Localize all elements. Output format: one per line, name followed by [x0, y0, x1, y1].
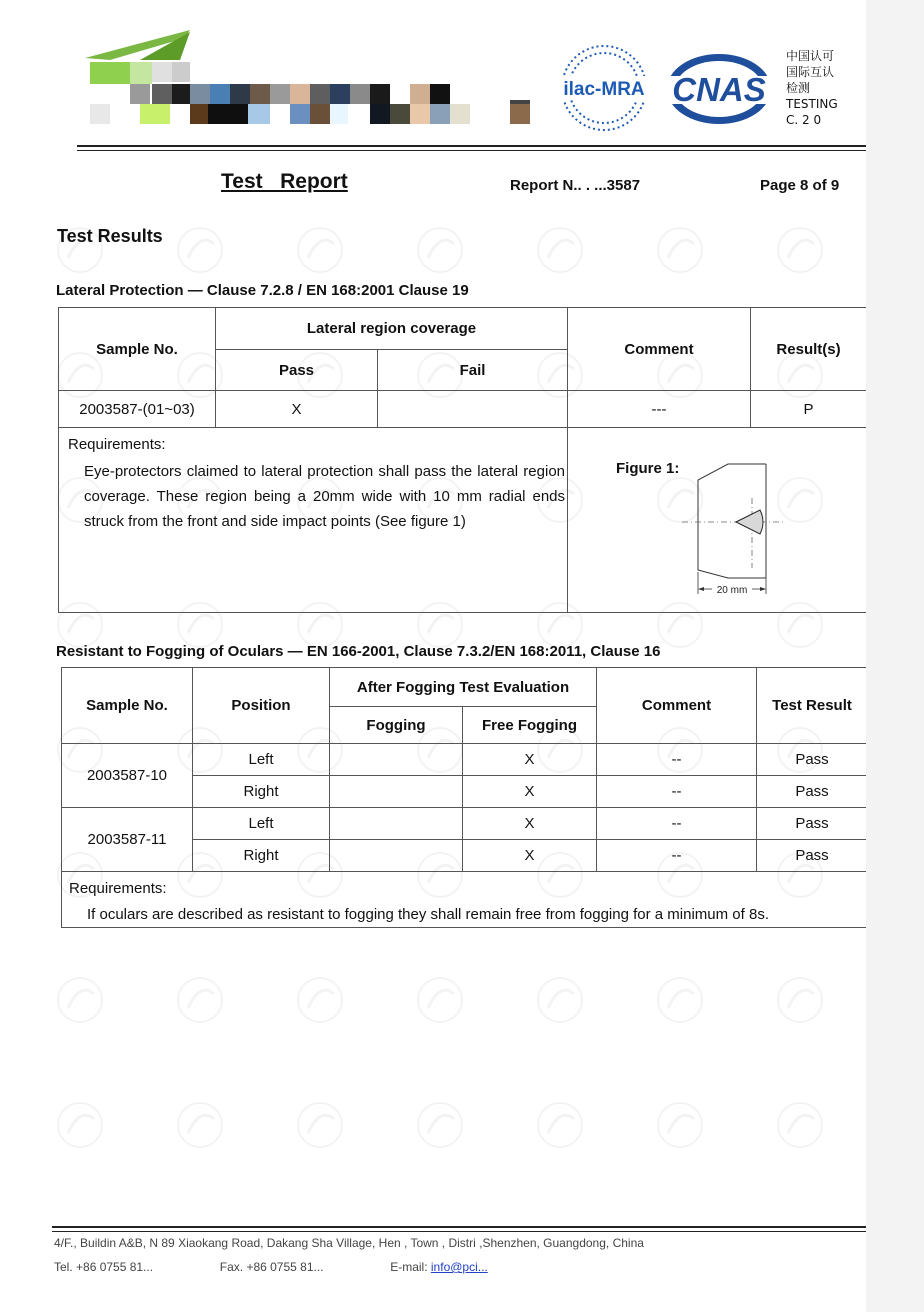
watermark-mark [778, 1103, 822, 1147]
cell-sample: 2003587-10 [62, 744, 193, 808]
requirements-label: Requirements: [68, 436, 166, 453]
cell-free-fogging: X [463, 840, 597, 872]
watermark-mark [658, 228, 702, 272]
footer-tel: Tel. +86 0755 81... [54, 1260, 154, 1274]
cell-comment: -- [597, 808, 757, 840]
header-sample-no: Sample No. [59, 308, 216, 391]
watermark-mark [418, 978, 462, 1022]
accreditation-text [786, 48, 866, 128]
footer-email-link[interactable]: info@pci... [430, 1260, 488, 1274]
cell-result: P [751, 391, 867, 428]
cell-result: Pass [757, 776, 868, 808]
cnas-logo [664, 52, 774, 126]
cell-comment: -- [597, 744, 757, 776]
cell-free-fogging: X [463, 808, 597, 840]
fogging-table [61, 667, 868, 928]
cell-comment: -- [597, 776, 757, 808]
watermark-mark [58, 1103, 102, 1147]
cell-fogging [330, 808, 463, 840]
ilac-text: ilac-MRA [563, 79, 645, 100]
footer-contact [54, 1260, 814, 1274]
watermark-mark [658, 978, 702, 1022]
header-position: Position [193, 668, 330, 744]
cell-fogging [330, 840, 463, 872]
header-comment: Comment [568, 308, 751, 391]
figure-cell [568, 428, 867, 613]
footer-rule [52, 1226, 876, 1232]
header-fail: Fail [378, 350, 568, 391]
footer-address: 4/F., Buildin A&B, N 89 Xiaokang Road, Dakang Sha Village, Hen , Town , Distri ,Shenzhen, Guangdong, China [54, 1236, 644, 1250]
watermark-mark [178, 1103, 222, 1147]
watermark-mark [298, 1103, 342, 1147]
cell-comment: --- [568, 391, 751, 428]
footer-email-label: E-mail: [390, 1260, 428, 1274]
watermark-mark [778, 228, 822, 272]
header-comment: Comment [597, 668, 757, 744]
footer-fax: Fax. +86 0755 81... [219, 1260, 324, 1274]
cell-fail [378, 391, 568, 428]
mra-line: 检测 [786, 81, 811, 95]
watermark-mark [538, 228, 582, 272]
cell-result: Pass [757, 808, 868, 840]
cell-result: Pass [757, 840, 868, 872]
header-result: Result(s) [751, 308, 867, 391]
cell-position: Left [193, 808, 330, 840]
watermark-mark [178, 978, 222, 1022]
requirements-cell [59, 428, 568, 613]
table-row [59, 391, 867, 428]
report-title: Test Report [221, 170, 348, 193]
mra-line: 中国认可 [786, 49, 835, 63]
cell-fogging [330, 776, 463, 808]
cell-result: Pass [757, 744, 868, 776]
header-free-fogging: Free Fogging [463, 707, 597, 744]
watermark-mark [298, 978, 342, 1022]
page-number: Page 8 of 9 [760, 177, 840, 194]
lateral-coverage-diagram [678, 458, 788, 598]
requirements-label: Requirements: [69, 880, 167, 897]
watermark-mark [778, 978, 822, 1022]
lateral-title: Lateral Protection — Clause 7.2.8 / EN 168:2001 Clause 19 [56, 282, 469, 299]
cell-position: Left [193, 744, 330, 776]
cell-fogging [330, 744, 463, 776]
cell-position: Right [193, 840, 330, 872]
fogging-requirements-cell [62, 872, 868, 928]
header-coverage: Lateral region coverage [216, 308, 568, 350]
header-test-result: Test Result [757, 668, 868, 744]
watermark-mark [58, 978, 102, 1022]
header-rule [77, 145, 867, 151]
watermark-mark [298, 228, 342, 272]
lateral-table [58, 307, 867, 613]
fogging-title: Resistant to Fogging of Oculars — EN 166-2001, Clause 7.3.2/EN 168:2011, Clause 16 [56, 643, 661, 660]
report-number: Report N.. . ...3587 [510, 177, 641, 194]
mra-line: 国际互认 [786, 65, 835, 79]
watermark-mark [538, 1103, 582, 1147]
requirements-text: Eye-protectors claimed to lateral protection shall pass the lateral region coverage. These region being a 20mm wide with 10 mm radial ends struck from the front and side impact points (See figure 1) [84, 463, 566, 530]
header-pass: Pass [216, 350, 378, 391]
watermark-mark [178, 228, 222, 272]
cell-sample: 2003587-(01~03) [59, 391, 216, 428]
header-sample-no: Sample No. [62, 668, 193, 744]
ilac-mra-logo [556, 42, 652, 134]
header-evaluation: After Fogging Test Evaluation [330, 668, 597, 707]
cnas-text: CNAS [672, 71, 766, 108]
section-heading: Test Results [57, 226, 163, 246]
mra-line: TESTING [786, 97, 838, 111]
cell-free-fogging: X [463, 744, 597, 776]
cell-free-fogging: X [463, 776, 597, 808]
page-margin-strip [866, 0, 924, 1312]
cell-sample: 2003587-11 [62, 808, 193, 872]
watermark-mark [418, 1103, 462, 1147]
cell-pass: X [216, 391, 378, 428]
watermark-mark [418, 228, 462, 272]
header-fogging: Fogging [330, 707, 463, 744]
cell-position: Right [193, 776, 330, 808]
cell-comment: -- [597, 840, 757, 872]
table-row [62, 744, 868, 776]
watermark-mark [658, 1103, 702, 1147]
watermark-mark [538, 978, 582, 1022]
requirements-text: If oculars are described as resistant to fogging they shall remain free from fogging for a minimum of 8s. [87, 906, 769, 923]
company-logo [80, 30, 540, 140]
mra-line: C. 2 0 [786, 113, 822, 127]
dimension-label: 20 mm [716, 585, 748, 596]
figure-label: Figure 1: [616, 460, 680, 477]
table-row [62, 808, 868, 840]
